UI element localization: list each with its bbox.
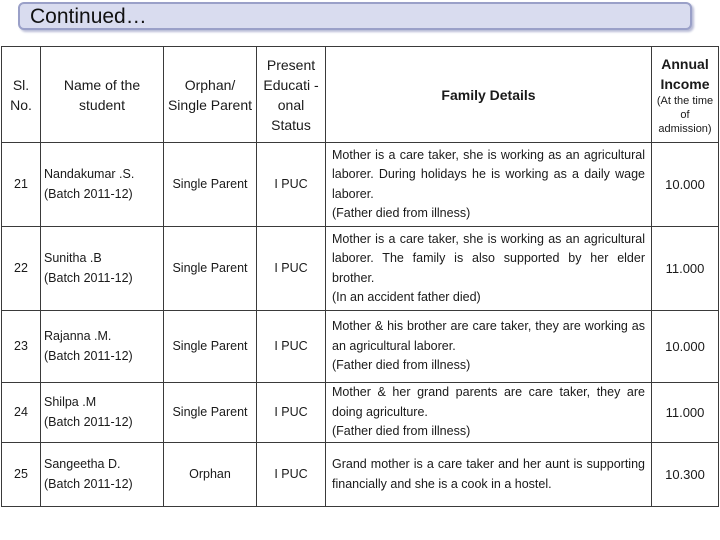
family-note: (Father died from illness) <box>332 424 471 439</box>
student-name: Nandakumar .S. <box>44 167 135 181</box>
continued-banner <box>18 2 692 30</box>
student-name: Rajanna .M. <box>44 329 112 343</box>
student-name: Sunitha .B <box>44 251 102 265</box>
cell-sl-no: 25 <box>2 443 41 507</box>
family-text: Mother is a care taker, she is working as an agricultural laborer. During holidays he is working as a daily wage laborer. <box>332 147 645 201</box>
header-sl-no: Sl. No. <box>2 47 41 143</box>
cell-family-details <box>326 227 652 311</box>
header-student-name: Name of the student <box>41 47 164 143</box>
cell-annual-income: 11.000 <box>652 383 719 443</box>
student-batch: (Batch 2011-12) <box>44 476 133 491</box>
students-table <box>1 46 719 507</box>
cell-student-name <box>41 311 164 383</box>
student-batch: (Batch 2011-12) <box>44 348 133 363</box>
cell-sl-no: 22 <box>2 227 41 311</box>
cell-family-details <box>326 143 652 227</box>
banner-title: Continued… <box>30 5 147 28</box>
cell-student-name <box>41 443 164 507</box>
student-batch: (Batch 2011-12) <box>44 270 133 285</box>
student-name: Sangeetha D. <box>44 457 121 471</box>
cell-education: I PUC <box>257 311 326 383</box>
header-row <box>2 47 719 143</box>
header-annual-income-note: (At the time of admission) <box>656 94 714 135</box>
cell-annual-income: 10.000 <box>652 143 719 227</box>
cell-annual-income: 10.300 <box>652 443 719 507</box>
cell-family-details <box>326 311 652 383</box>
student-batch: (Batch 2011-12) <box>44 186 133 201</box>
student-batch: (Batch 2011-12) <box>44 414 133 429</box>
family-text: Mother & her grand parents are care taker, they are doing agriculture. <box>332 385 645 419</box>
cell-education: I PUC <box>257 227 326 311</box>
cell-sl-no: 24 <box>2 383 41 443</box>
cell-student-name <box>41 227 164 311</box>
family-note: (In an accident father died) <box>332 290 481 304</box>
cell-annual-income: 10.000 <box>652 311 719 383</box>
header-annual-income-label: Annual Income <box>660 55 710 92</box>
family-note: (Father died from illness) <box>332 358 471 373</box>
header-educational-status: Present Educati -onal Status <box>257 47 326 143</box>
table-row <box>2 383 719 443</box>
cell-annual-income: 11.000 <box>652 227 719 311</box>
family-text: Mother is a care taker, she is working as an agricultural laborer. The family is also supported by her elder brother. <box>332 231 645 285</box>
student-name: Shilpa .M <box>44 395 97 409</box>
header-annual-income <box>652 47 719 143</box>
family-note: (Father died from illness) <box>332 206 471 220</box>
table-row <box>2 311 719 383</box>
cell-parent-status: Single Parent <box>164 383 257 443</box>
cell-education: I PUC <box>257 383 326 443</box>
cell-parent-status: Single Parent <box>164 227 257 311</box>
header-family-details: Family Details <box>326 47 652 143</box>
table-row <box>2 143 719 227</box>
cell-sl-no: 23 <box>2 311 41 383</box>
table-row <box>2 443 719 507</box>
cell-sl-no: 21 <box>2 143 41 227</box>
header-orphan-single-parent: Orphan/ Single Parent <box>164 47 257 143</box>
family-text: Mother & his brother are care taker, they are working as an agricultural laborer. <box>332 319 645 353</box>
cell-student-name <box>41 143 164 227</box>
table-row <box>2 227 719 311</box>
family-text: Grand mother is a care taker and her aunt is supporting financially and she is a cook in a hostel. <box>332 457 645 491</box>
cell-student-name <box>41 383 164 443</box>
cell-family-details <box>326 383 652 443</box>
cell-family-details <box>326 443 652 507</box>
cell-education: I PUC <box>257 443 326 507</box>
cell-parent-status: Orphan <box>164 443 257 507</box>
cell-education: I PUC <box>257 143 326 227</box>
cell-parent-status: Single Parent <box>164 311 257 383</box>
cell-parent-status: Single Parent <box>164 143 257 227</box>
